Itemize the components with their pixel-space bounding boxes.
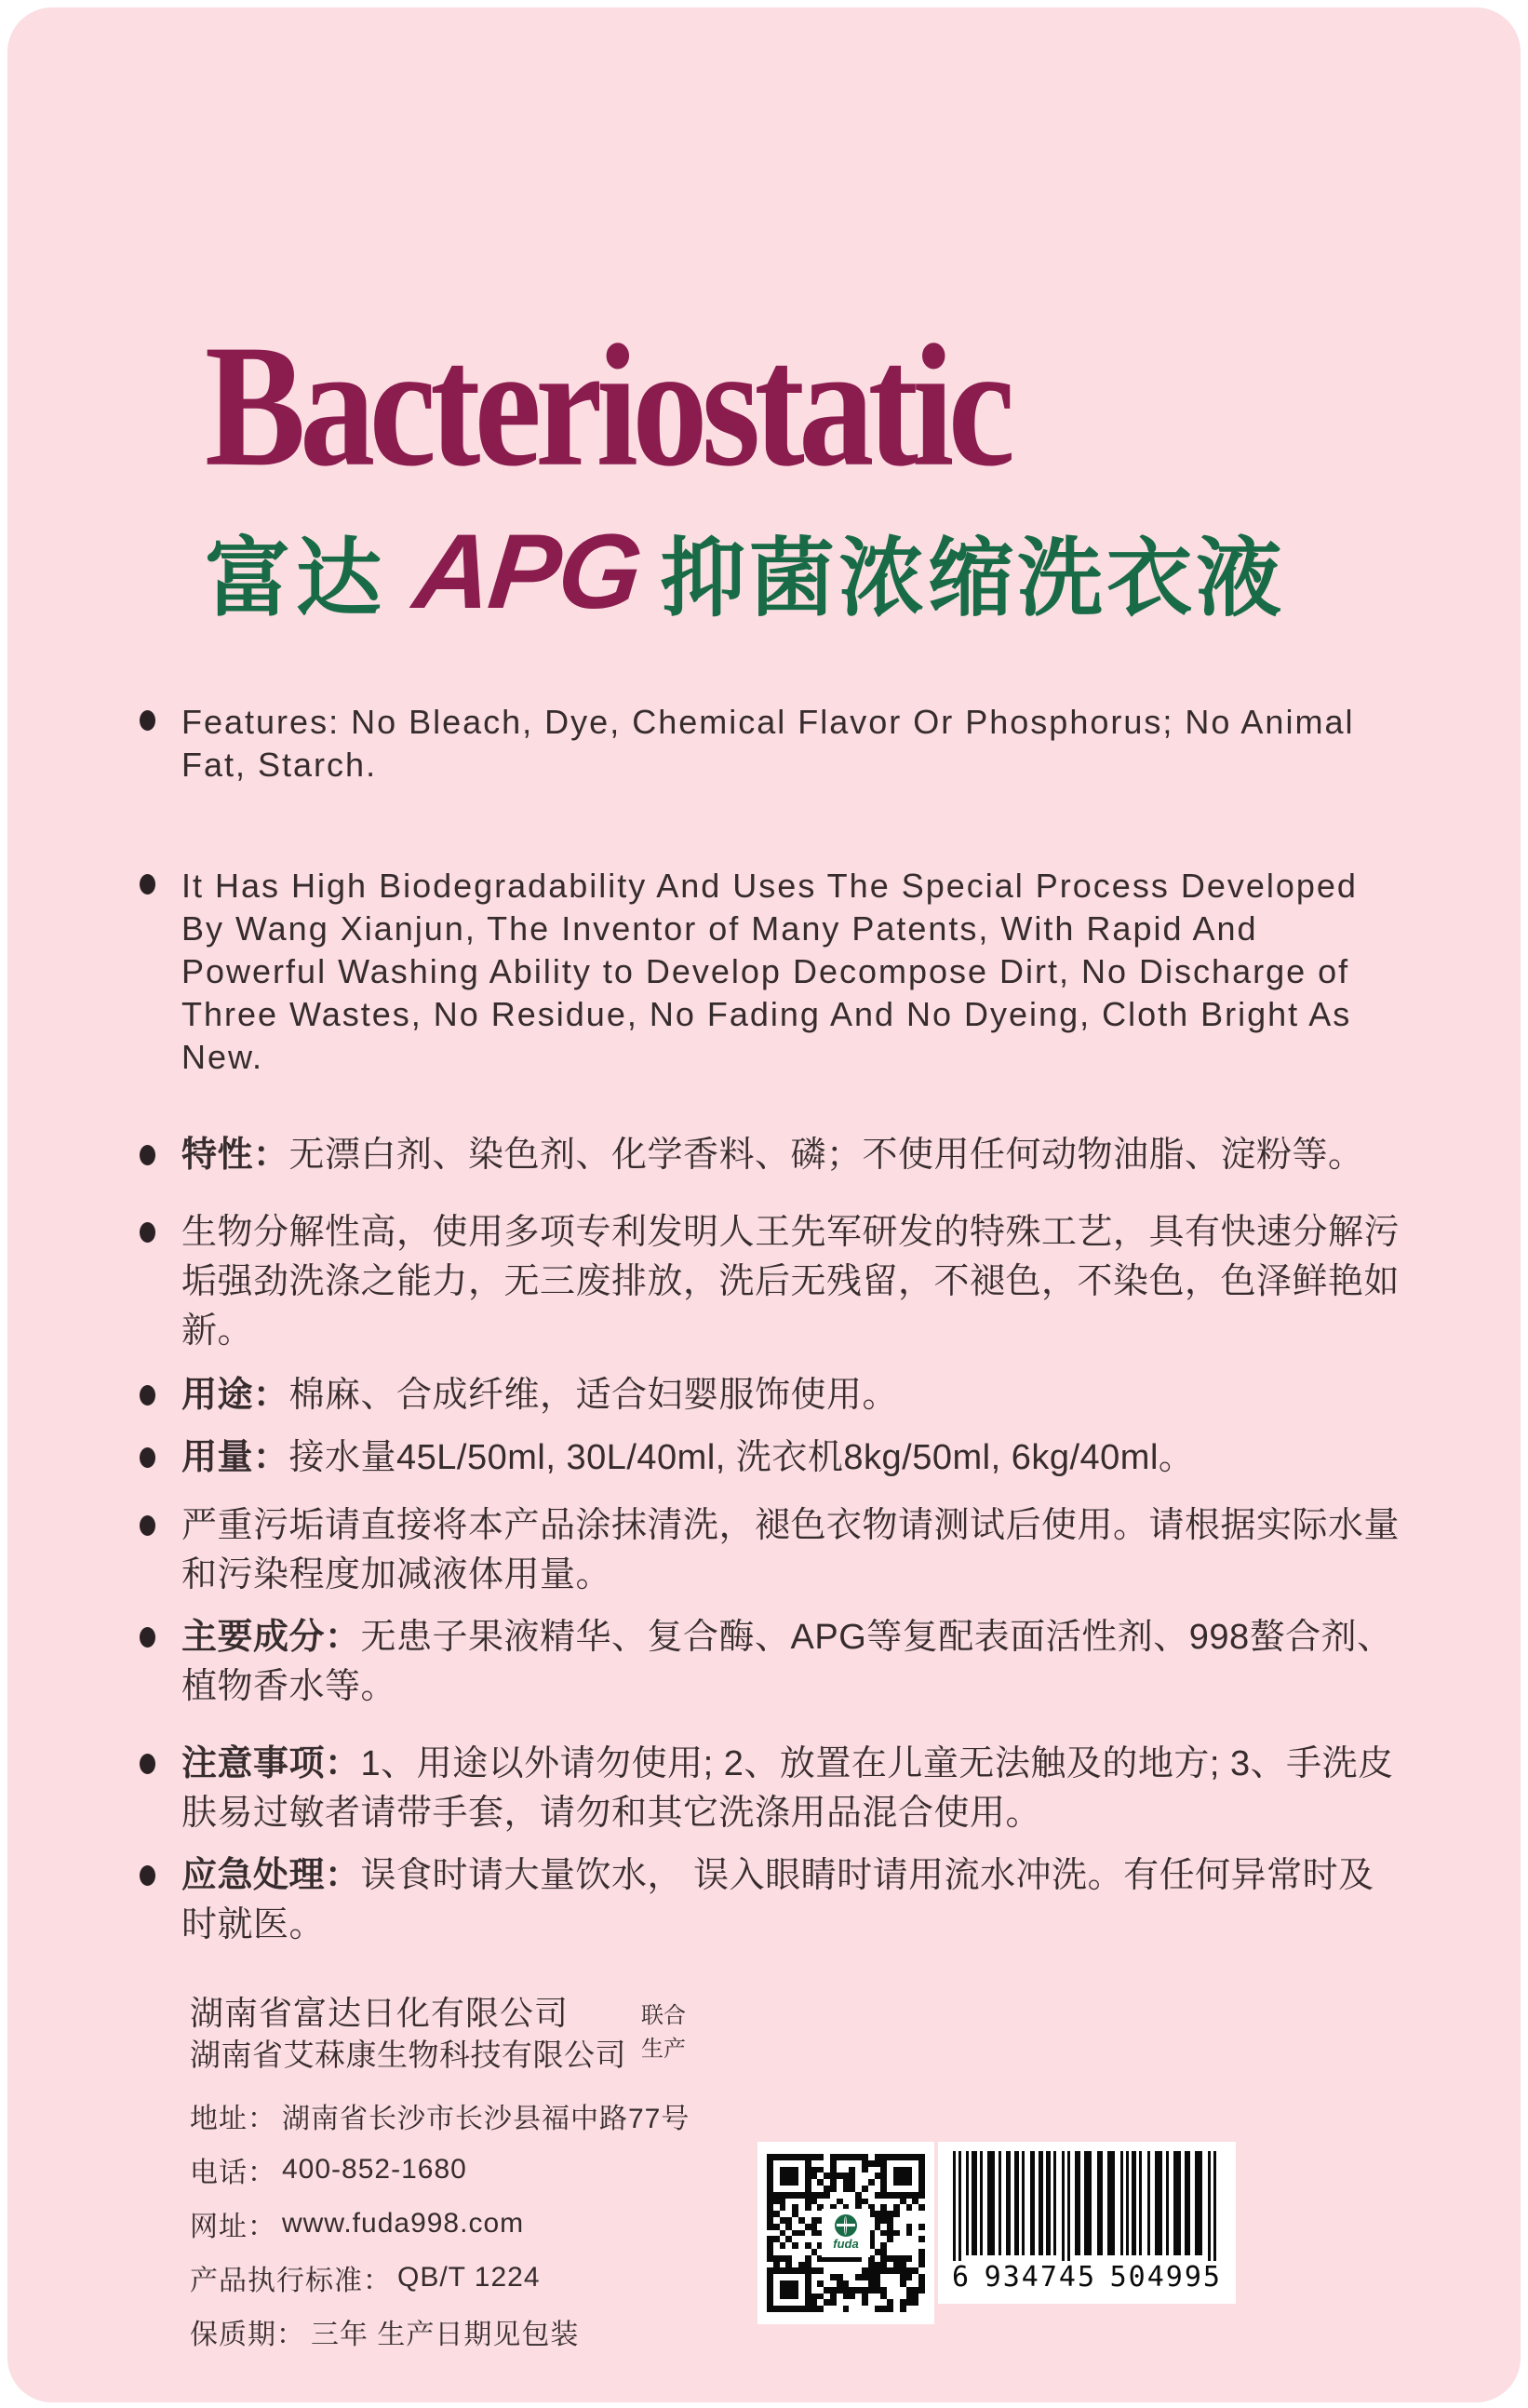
paragraph-text: It Has High Biodegradability And Uses The Special Process Developed By Wang Xianjun, The Inventor of Many Patents, With Rapid And Powerful Washing Ability to Develop Decompose Dirt, No Discharge of Three Wastes, No Residue, No Fading And No Dyeing, Cloth Bright As New. (181, 867, 1358, 1076)
paragraph-body: 棉麻、合成纤维，适合妇婴服饰使用。 (288, 1376, 899, 1415)
paragraph-body: 无患子果液精华、复合酶、APG等复配表面活性剂、998螯合剂、植物香水等。 (181, 1618, 1393, 1706)
shelf-life-value: 三年 生产日期见包装 (311, 2320, 580, 2350)
website-label: 网址： (190, 2212, 276, 2242)
paragraph-text (181, 1501, 1400, 1600)
barcode-digit-group-1: 6 (947, 2261, 975, 2294)
usage-paragraph (140, 1371, 1400, 1420)
paragraph-body: 无漂白剂、染色剂、化学香料、磷；不使用任何动物油脂、淀粉等。 (288, 1136, 1364, 1175)
fuda-logo-text: fuda (833, 2237, 859, 2251)
bullet-dot-icon (140, 874, 155, 895)
phone-value: 400-852-1680 (282, 2154, 467, 2185)
paragraph-body: 误食时请大量饮水， 误入眼睛时请用流水冲洗。有任何异常时及时就医。 (181, 1856, 1374, 1944)
globe-icon (835, 2214, 857, 2237)
label-header (205, 308, 1368, 633)
brand-name: 富达 (205, 531, 388, 626)
paragraph-label: 主要成分： (181, 1618, 361, 1657)
heavy-dirt-paragraph (140, 1501, 1400, 1600)
paragraph-text (181, 1208, 1400, 1356)
paragraph-text: Features: No Bleach, Dye, Chemical Flavor Or Phosphorus; No Animal Fat, Starch. (181, 703, 1355, 784)
biodegradability-paragraph-en (140, 865, 1400, 1079)
product-title-en: Bacteriostatic (205, 308, 1010, 504)
paragraph-text (181, 1613, 1400, 1712)
paragraph-label: 注意事项： (181, 1744, 361, 1783)
bullet-dot-icon (140, 1754, 155, 1774)
bullet-dot-icon (140, 1222, 155, 1243)
feature-paragraph-en (140, 701, 1400, 787)
label-body (140, 701, 1400, 1950)
barcode (938, 2142, 1236, 2304)
address-label: 地址： (190, 2104, 276, 2134)
paragraph-label: 特性： (181, 1136, 289, 1175)
precautions-paragraph (140, 1740, 1400, 1838)
joint-label-bottom: 生产 (641, 2037, 686, 2062)
bullet-dot-icon (140, 1447, 155, 1468)
product-name: 抑菌浓缩洗衣液 (660, 531, 1286, 626)
paragraph-body: 1、用途以外请勿使用; 2、放置在儿童无法触及的地方; 3、手洗皮肤易过敏者请带手套，请勿和其它洗涤用品混合使用。 (181, 1744, 1394, 1833)
paragraph-text (181, 1371, 1400, 1420)
company-block (190, 1992, 916, 2076)
paragraph-body: 严重污垢请直接将本产品涂抹清洗，褪色衣物请测试后使用。请根据实际水量和污染程度加减液体用量。 (181, 1506, 1401, 1594)
barcode-digit-group-2: 934745 (980, 2261, 1101, 2294)
paragraph-body: 生物分解性高，使用多项专利发明人王先军研发的特殊工艺，具有快速分解污垢强劲洗涤之能力，无三废排放，洗后无残留，不褪色，不染色，色泽鲜艳如新。 (181, 1213, 1401, 1351)
paragraph-text (181, 1131, 1400, 1180)
bullet-dot-icon (140, 1515, 155, 1536)
qr-code (757, 2142, 934, 2324)
paragraph-text (181, 1433, 1400, 1483)
label-card (7, 7, 1521, 2402)
paragraph-body: 接水量45L/50ml, 30L/40ml, 洗衣机8kg/50ml, 6kg/40ml。 (288, 1438, 1195, 1477)
paragraph-label: 用量： (181, 1438, 289, 1477)
paragraph-text (181, 1851, 1400, 1950)
product-title-zh (205, 510, 1368, 633)
joint-production-label (641, 1992, 686, 2066)
paragraph-label: 应急处理： (181, 1856, 361, 1895)
apg-mark: APG (409, 513, 646, 631)
phone-label: 电话： (190, 2158, 276, 2188)
paragraph-text (181, 1740, 1400, 1838)
fuda-logo (822, 2209, 870, 2257)
barcode-digit-group-3: 504995 (1106, 2261, 1226, 2294)
address-value: 湖南省长沙市长沙县福中路77号 (282, 2104, 690, 2134)
paragraph-label: 用途： (181, 1376, 289, 1415)
standard-label: 产品执行标准： (190, 2266, 392, 2296)
company-primary: 湖南省富达日化有限公司 (190, 1994, 570, 2032)
company-secondary: 湖南省艾菻康生物科技有限公司 (190, 2038, 626, 2072)
biodegradability-paragraph-zh (140, 1208, 1400, 1356)
website-value: www.fuda998.com (282, 2208, 525, 2239)
joint-label-top: 联合 (641, 2003, 686, 2028)
emergency-paragraph (140, 1851, 1400, 1950)
barcode-digits (947, 2257, 1226, 2296)
address-row (190, 2089, 916, 2143)
bullet-dot-icon (140, 1385, 155, 1406)
ingredients-paragraph (140, 1613, 1400, 1712)
bullet-dot-icon (140, 1865, 155, 1886)
shelf-life-label: 保质期： (190, 2320, 305, 2350)
dosage-paragraph (140, 1433, 1400, 1483)
features-paragraph-zh (140, 1131, 1400, 1180)
bullet-dot-icon (140, 1145, 155, 1165)
bullet-dot-icon (140, 710, 155, 731)
standard-value: QB/T 1224 (397, 2262, 541, 2293)
bullet-dot-icon (140, 1627, 155, 1648)
